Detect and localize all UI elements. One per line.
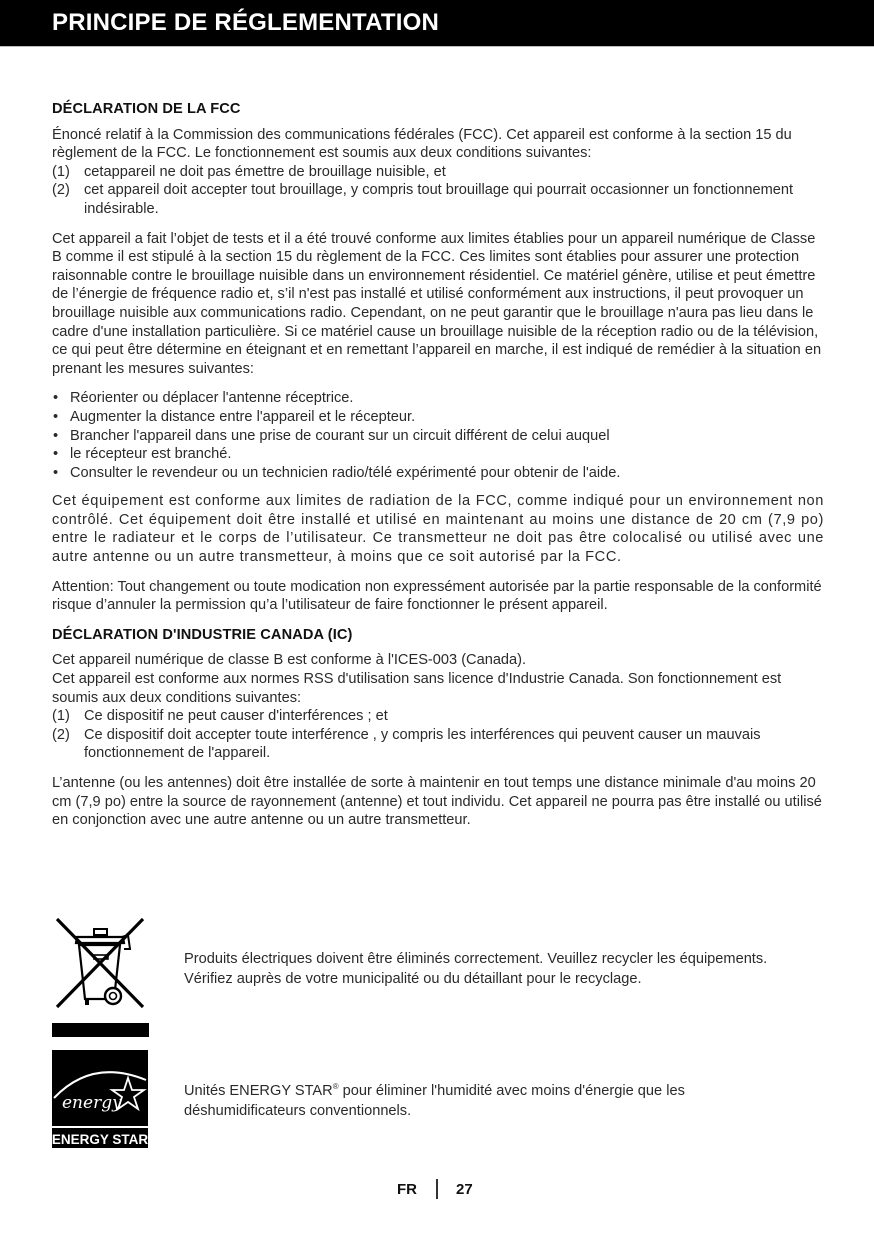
page-number: 27 (456, 1181, 473, 1198)
bullet-icon: • (53, 464, 59, 481)
condition-number: (1) (52, 708, 70, 725)
measure-text: Augmenter la distance entre l'appareil et le récepteur. (70, 408, 416, 425)
fcc-tests-paragraph: Cet appareil a fait l’objet de tests et il a été trouvé conforme aux limites établies pour un appareil numérique de Classe B comme il est stipulé à la section 15 du règlement de la FCC. Ces limites sont établies pour assurer une protection raisonnable contre le brouillage nuisible dans un environnement résidentiel. Ce matériel génère, utilise et peut émettre de l’énergie de fréquence radio et, s’il n'est pas installé et utilisé conformément aux instructions, il peut provoquer un brouillage nuisible aux communications radio. Cependant, on ne peut garantir que le brouillage n'aura pas lieu dans le cadre d'une installation particulière. Si ce matériel cause un brouillage nuisible de la réception radio ou de la télévision, ce qui peut être détermine en éteignant et en remettant l’appareil en marche, il est indiqué de remédier à la situation en prenant les mesures suivantes: (52, 230, 822, 377)
list-item (52, 181, 824, 218)
bullet-icon: • (53, 427, 59, 444)
fcc-conditions-list (52, 163, 824, 219)
fcc-measures-list (52, 389, 824, 482)
condition-text: cetappareil ne doit pas émettre de brouillage nuisible, et (84, 163, 446, 180)
ic-section (52, 626, 824, 830)
list-item (52, 464, 824, 483)
page-footer (0, 1178, 874, 1202)
energy-star-label: ENERGY STAR (52, 1132, 148, 1147)
bullet-icon: • (53, 446, 59, 463)
ic-conditions-list (52, 707, 824, 763)
condition-text: cet appareil doit accepter tout brouillage, y compris tout brouillage qui pourrait occasionner un fonctionnement indésirable. (84, 182, 794, 217)
measure-text: Brancher l'appareil dans une prise de courant sur un circuit différent de celui auquel (70, 427, 610, 444)
list-item (52, 707, 824, 726)
condition-text: Ce dispositif doit accepter toute interférence , y compris les interférences qui peuvent causer un mauvais fonctionnement de l'appareil. (84, 726, 761, 762)
condition-number: (1) (52, 163, 70, 180)
energy-star-text (184, 1081, 804, 1121)
weee-disposal-text: Produits électriques doivent être éliminés correctement. Veuillez recycler les équipements. Vérifiez auprès de votre municipalité ou du détaillant pour le recyclage. (184, 951, 768, 987)
condition-number: (2) (52, 726, 70, 743)
list-item (52, 427, 824, 446)
fcc-intro: Énoncé relatif à la Commission des communications fédérales (FCC). Cet appareil est conforme à la section 15 du règlement de la FCC. Le fonctionnement est soumis aux deux conditions suivantes: (52, 126, 792, 162)
crossed-out-wheelie-bin-icon (52, 915, 150, 1039)
fcc-section (52, 100, 824, 615)
list-item (52, 163, 824, 182)
main-content (52, 100, 824, 841)
ic-antenna-paragraph: L’antenne (ou les antennes) doit être installée de sorte à maintenir en tout temps une distance minimale d'au moins 20 cm (7,9 po) entre la source de rayonnement (antenne) et tout individu. Cet appareil ne pourra pas être installé ou utilisé en conjonction avec une autre antenne ou un autre transmetteur. (52, 775, 822, 829)
condition-number: (2) (52, 182, 70, 199)
bullet-icon: • (53, 390, 59, 407)
energy-script-text: energy (62, 1093, 122, 1113)
measure-text: le récepteur est branché. (70, 446, 232, 463)
ic-heading: DÉCLARATION D'INDUSTRIE CANADA (IC) (52, 626, 353, 643)
list-item (52, 389, 824, 408)
energy-star-text-end: pour éliminer l'humidité avec moins d'énergie que les déshumidificateurs conventionnels. (184, 1083, 685, 1119)
ic-line-1: Cet appareil numérique de classe B est conforme à l'ICES-003 (Canada). (52, 652, 527, 669)
fcc-radiation-paragraph: Cet équipement est conforme aux limites de radiation de la FCC, comme indiqué pour un environnement non contrôlé. Cet équipement doit être installé et utilisé en maintenant au moins une distance de 20 cm (7,9 po) entre le radiateur et le corps de l’utilisateur. Ce transmetteur ne doit pas être colocalisé ou utilisé avec une autre antenne ou un autre transmetteur, à moins que ce soit autorisé par la FCC. (52, 493, 824, 566)
list-item (52, 726, 824, 763)
bullet-icon: • (53, 408, 59, 425)
energy-star-logo-icon (52, 1050, 148, 1148)
list-item (52, 408, 824, 427)
footer-divider (436, 1179, 438, 1199)
ic-line-2: Cet appareil est conforme aux normes RSS d'utilisation sans licence d'Industrie Canada. Son fonctionnement est soumis aux deux conditions suivantes: (52, 671, 782, 706)
measure-text: Consulter le revendeur ou un technicien radio/télé expérimenté pour obtenir de l'aide. (70, 464, 621, 481)
language-code: FR (397, 1181, 417, 1198)
energy-star-text-start: Unités ENERGY STAR (184, 1083, 333, 1099)
measure-text: Réorienter ou déplacer l'antenne réceptrice. (70, 390, 354, 407)
fcc-heading: DÉCLARATION DE LA FCC (52, 101, 241, 117)
list-item (52, 445, 824, 464)
condition-text: Ce dispositif ne peut causer d'interférences ; et (84, 708, 388, 725)
page-title: PRINCIPE DE RÉGLEMENTATION (52, 9, 439, 36)
page-header (0, 0, 874, 47)
registered-mark: ® (332, 1082, 339, 1092)
fcc-attention-paragraph: Attention: Tout changement ou toute modication non expressément autorisée par la partie responsable de la conformité risque d’annuler la permission qu’a l’utilisateur de faire fonctionner le présent appareil. (52, 578, 822, 614)
